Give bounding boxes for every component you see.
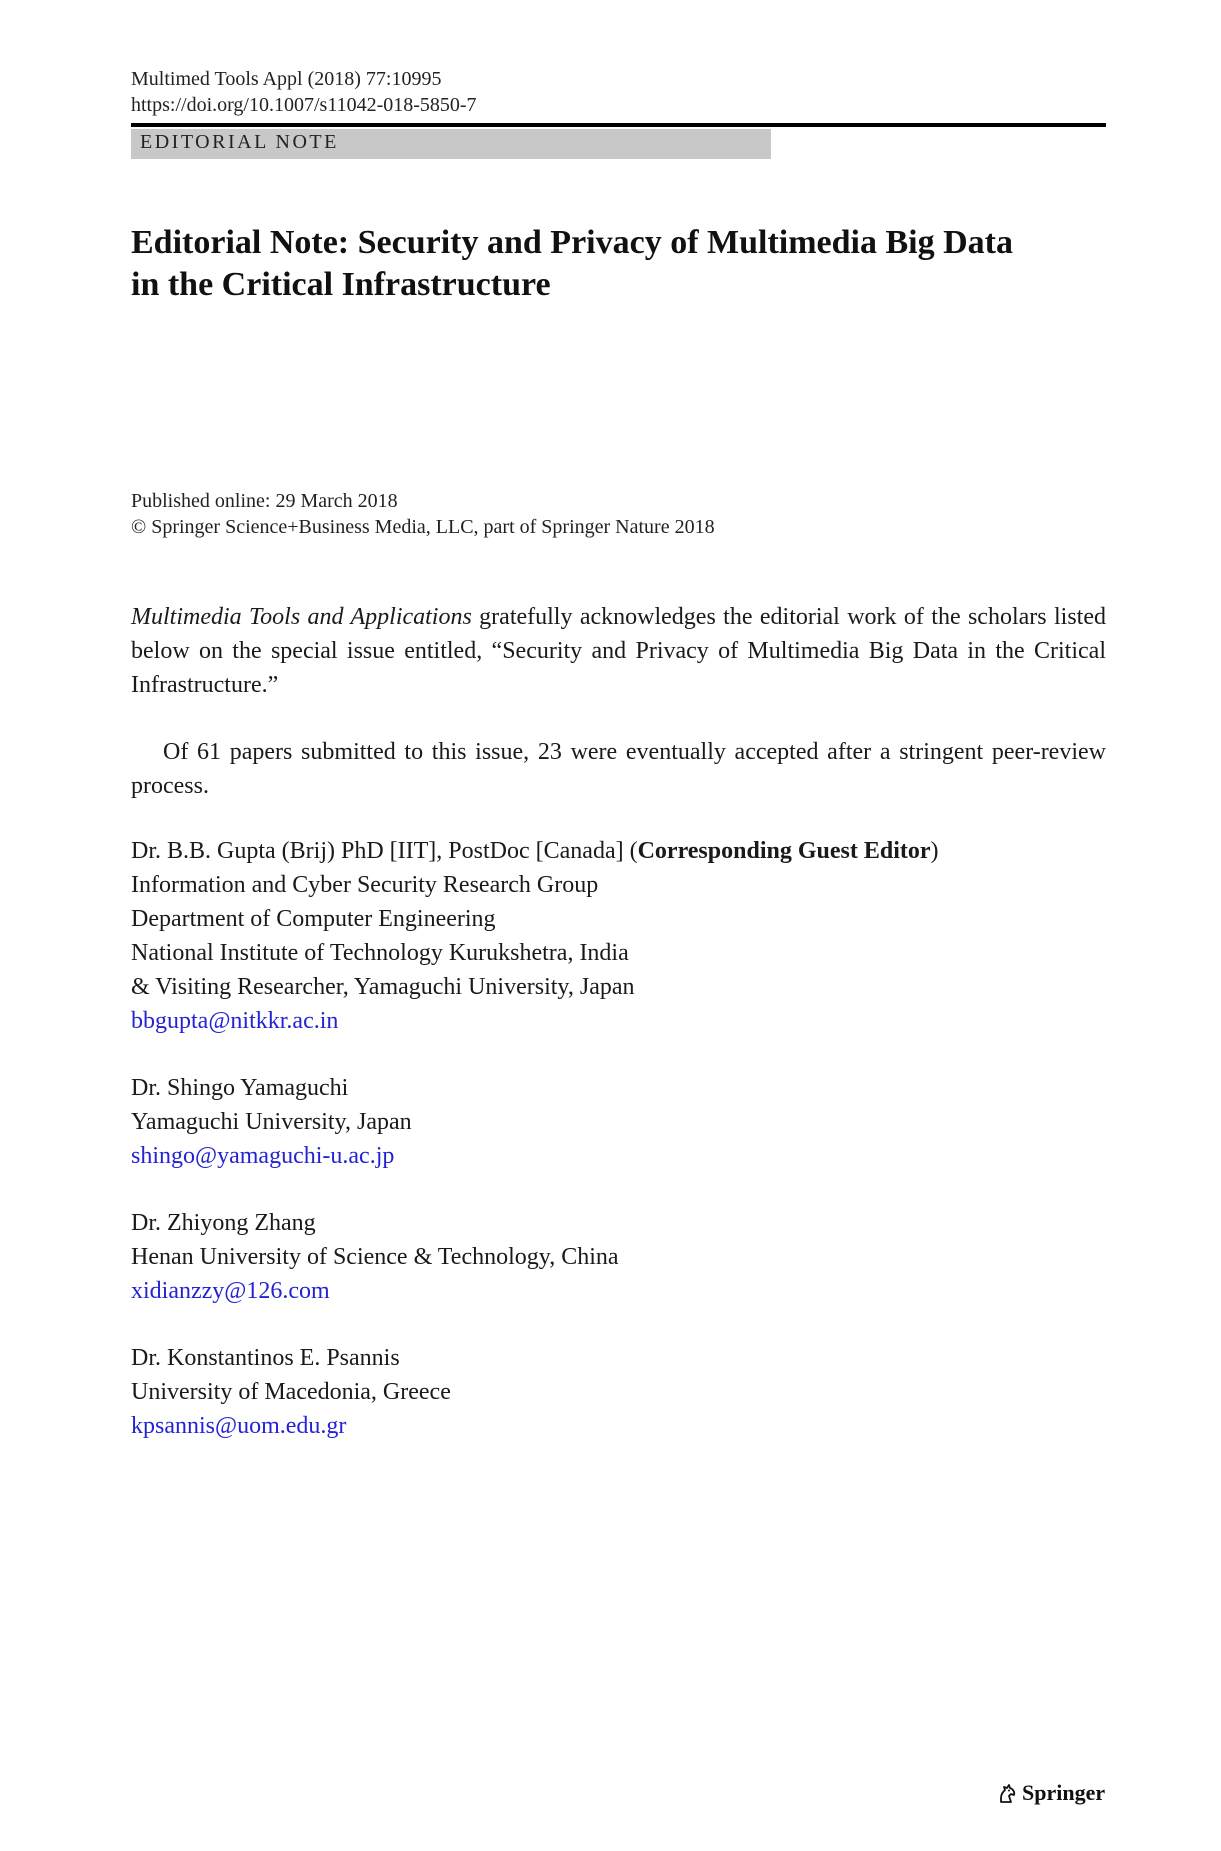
publisher-logo bbox=[995, 1780, 1105, 1806]
editor-block bbox=[131, 834, 1106, 1038]
editor-affiliation: Information and Cyber Security Research Group bbox=[131, 872, 599, 898]
editor-email-link[interactable]: shingo@yamaguchi-u.ac.jp bbox=[131, 1143, 395, 1169]
editor-block bbox=[131, 1206, 1106, 1308]
publication-info bbox=[131, 488, 715, 540]
article-header bbox=[131, 66, 477, 118]
journal-name: Multimedia Tools and Applications bbox=[131, 604, 472, 630]
editor-affiliation: & Visiting Researcher, Yamaguchi University, Japan bbox=[131, 974, 635, 1000]
intro-text: gratefully acknowledges the editorial work of the scholars listed below on the special issue entitled, “Security and Privacy of Multimedia Big Data in the Critical Infrastructure.” bbox=[131, 604, 1106, 698]
doi-link[interactable]: https://doi.org/10.1007/s11042-018-5850-7 bbox=[131, 94, 477, 116]
stats-paragraph: Of 61 papers submitted to this issue, 23 were eventually accepted after a stringent peer-review process. bbox=[131, 739, 1106, 799]
editor-block bbox=[131, 1341, 1106, 1443]
section-label-band bbox=[131, 129, 771, 159]
header-divider bbox=[131, 123, 1106, 127]
editor-affiliation: Department of Computer Engineering bbox=[131, 906, 496, 932]
editor-block bbox=[131, 1071, 1106, 1173]
section-label: EDITORIAL NOTE bbox=[140, 131, 339, 153]
editor-name: Dr. Shingo Yamaguchi bbox=[131, 1075, 349, 1101]
editor-name: Dr. Konstantinos E. Psannis bbox=[131, 1345, 400, 1371]
intro-paragraph bbox=[131, 600, 1106, 702]
editor-affiliation: University of Macedonia, Greece bbox=[131, 1379, 451, 1405]
editor-affiliation: National Institute of Technology Kurukshetra, India bbox=[131, 940, 629, 966]
editor-affiliation: Henan University of Science & Technology, China bbox=[131, 1244, 619, 1270]
journal-citation: Multimed Tools Appl (2018) 77:10995 bbox=[131, 68, 442, 90]
editor-role: Corresponding Guest Editor bbox=[637, 838, 931, 864]
editor-name: Dr. B.B. Gupta (Brij) PhD [IIT], PostDoc [Canada] (Corresponding Guest Editor) bbox=[131, 838, 939, 864]
editor-name: Dr. Zhiyong Zhang bbox=[131, 1210, 316, 1236]
published-date: Published online: 29 March 2018 bbox=[131, 490, 398, 512]
editor-email-link[interactable]: kpsannis@uom.edu.gr bbox=[131, 1413, 347, 1439]
springer-knight-icon bbox=[995, 1781, 1019, 1805]
publisher-name: Springer bbox=[1022, 1780, 1106, 1805]
copyright-notice: © Springer Science+Business Media, LLC, part of Springer Nature 2018 bbox=[131, 516, 715, 538]
article-title: Editorial Note: Security and Privacy of Multimedia Big Data in the Critical Infrastructure bbox=[131, 224, 1014, 303]
editor-email-link[interactable]: bbgupta@nitkkr.ac.in bbox=[131, 1008, 339, 1034]
editor-email-link[interactable]: xidianzzy@126.com bbox=[131, 1278, 330, 1304]
editor-affiliation: Yamaguchi University, Japan bbox=[131, 1109, 412, 1135]
